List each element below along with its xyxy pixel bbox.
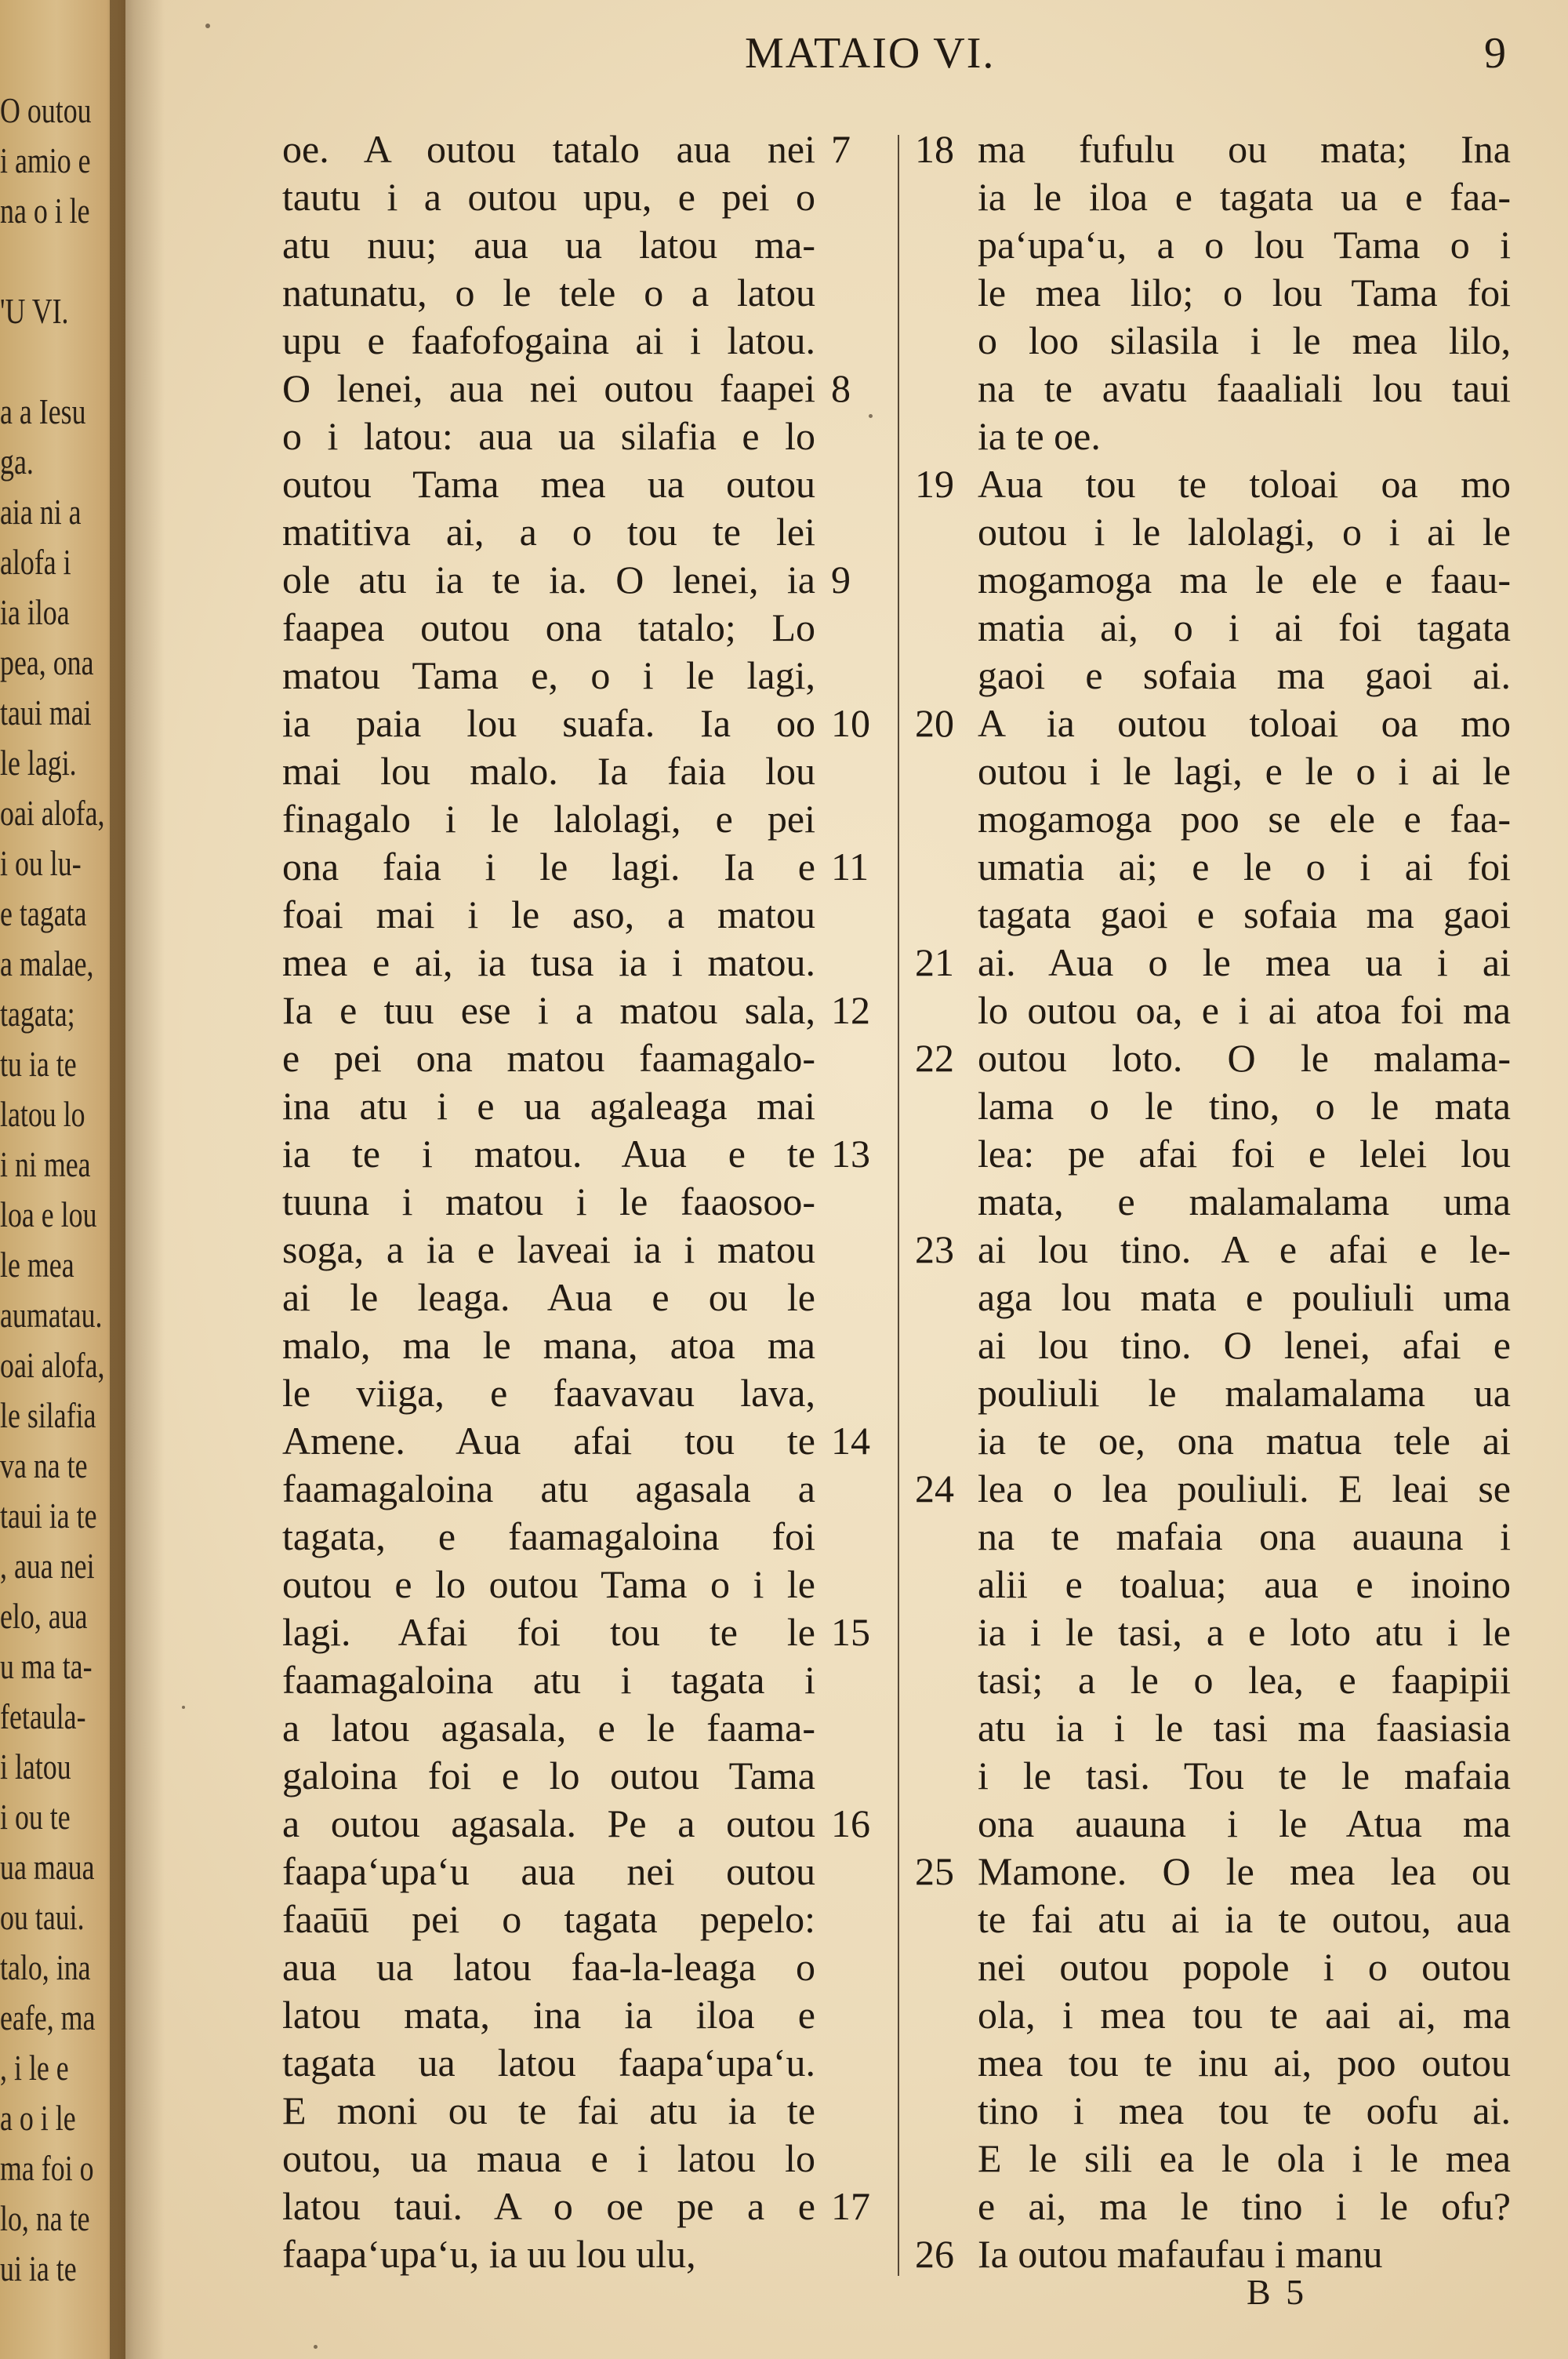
left-column-text-line: ina atu i e ua agaleaga mai bbox=[282, 1084, 815, 1128]
left-column-text-line: soga, a ia e laveai ia i matou bbox=[282, 1227, 815, 1271]
left-column-text-line: upu e faafofogaina ai i latou. bbox=[282, 318, 815, 362]
right-column-text-line: alii e toalua; aua e inoino bbox=[978, 1562, 1511, 1606]
right-column-text-line: ai. Aua o le mea ua i ai bbox=[978, 940, 1511, 984]
facing-page-fragment: le lagi. bbox=[0, 743, 77, 783]
left-column-text-line: outou Tama mea ua outou bbox=[282, 462, 815, 506]
right-column-text-line: outou i le lagi, e le o i ai le bbox=[978, 749, 1511, 793]
facing-page-fragment: e tagata bbox=[0, 893, 87, 933]
facing-page-fragment: i ni mea bbox=[0, 1144, 91, 1184]
right-column-text-line: aga lou mata e pouliuli uma bbox=[978, 1275, 1511, 1319]
left-column-text-line: tagata ua latou faapa‘upa‘u. bbox=[282, 2041, 815, 2085]
facing-page-fragment: i ou te bbox=[0, 1797, 71, 1837]
facing-page-fragment: i ou lu- bbox=[0, 843, 82, 883]
facing-page-fragment: u ma ta- bbox=[0, 1646, 93, 1686]
left-column-text-line: Amene. Aua afai tou te bbox=[282, 1419, 815, 1463]
column-divider bbox=[898, 135, 899, 2276]
right-column-text-line: pa‘upa‘u, a o lou Tama o i bbox=[978, 223, 1511, 267]
facing-page-fragment: O outou bbox=[0, 90, 92, 130]
facing-page-fragment bbox=[0, 337, 98, 385]
right-column-text-line: E le sili ea le ola i le mea bbox=[978, 2136, 1511, 2180]
right-column-text-line: ia i le tasi, a e loto atu i le bbox=[978, 1610, 1511, 1654]
left-column-text-line: faamagaloina atu agasala a bbox=[282, 1467, 815, 1510]
right-column-text-line: pouliuli le malamalama ua bbox=[978, 1371, 1511, 1415]
right-column-text-line: ai lou tino. A e afai e le- bbox=[978, 1227, 1511, 1271]
left-column-text-line: le viiga, e faavavau lava, bbox=[282, 1371, 815, 1415]
right-column-text-line: tagata gaoi e sofaia ma gaoi bbox=[978, 892, 1511, 936]
verse-number: 16 bbox=[831, 1801, 870, 1845]
right-column-text-line: matia ai, o i ai foi tagata bbox=[978, 605, 1511, 649]
facing-page-fragment: 'U VI. bbox=[0, 291, 69, 331]
facing-page-fragment: talo, ina bbox=[0, 1947, 91, 1987]
right-column-text-line: mogamoga poo se ele e faa- bbox=[978, 797, 1511, 841]
right-column-text-line: A ia outou toloai oa mo bbox=[978, 701, 1511, 745]
right-column-text-line: Aua tou te toloai oa mo bbox=[978, 462, 1511, 506]
facing-page-fragment: i amio e bbox=[0, 140, 91, 180]
right-column-text-line: mata, e malamalama uma bbox=[978, 1180, 1511, 1223]
facing-page-fragment: a malae, bbox=[0, 943, 94, 983]
left-column-text-line: Ia e tuu ese i a matou sala, bbox=[282, 988, 815, 1032]
facing-page-fragment: ma foi o bbox=[0, 2148, 94, 2188]
facing-page-fragment: loa e lou bbox=[0, 1194, 97, 1234]
verse-number: 7 bbox=[831, 127, 851, 171]
right-column-text-line: mogamoga ma le ele e faau- bbox=[978, 558, 1511, 602]
left-column-text-line: tuuna i matou i le faaosoo- bbox=[282, 1180, 815, 1223]
facing-page-fragment: taui ia te bbox=[0, 1496, 97, 1536]
verse-number: 18 bbox=[915, 127, 954, 171]
facing-page-fragment: , i le e bbox=[0, 2048, 69, 2088]
facing-page-sliver bbox=[0, 0, 125, 2359]
right-column-text-line: outou i le lalolagi, o i ai le bbox=[978, 510, 1511, 554]
running-header-title: MATAIO VI. bbox=[745, 29, 996, 78]
facing-page-fragment: le silafia bbox=[0, 1395, 96, 1435]
paper-speck bbox=[182, 1706, 185, 1709]
right-column-text-line: tasi; a le o lea, e faapipii bbox=[978, 1658, 1511, 1702]
left-column-text-line: faapea outou ona tatalo; Lo bbox=[282, 605, 815, 649]
right-column-text-line: le mea lilo; o lou Tama foi bbox=[978, 271, 1511, 314]
verse-number: 9 bbox=[831, 558, 851, 602]
facing-page-fragment: elo, aua bbox=[0, 1596, 88, 1636]
right-column-text-line: ola, i mea tou te aai ai, ma bbox=[978, 1993, 1511, 2037]
verse-number: 11 bbox=[831, 845, 869, 889]
left-column-text-line: aua ua latou faa-la-leaga o bbox=[282, 1945, 815, 1989]
left-column-text-line: malo, ma le mana, atoa ma bbox=[282, 1323, 815, 1367]
facing-page-fragment: ga. bbox=[0, 442, 34, 482]
right-column-text-line: ona auauna i le Atua ma bbox=[978, 1801, 1511, 1845]
left-column-text-line: matitiva ai, a o tou te lei bbox=[282, 510, 815, 554]
right-column-text-line: ia le iloa e tagata ua e faa- bbox=[978, 175, 1511, 219]
verse-number: 12 bbox=[831, 988, 870, 1032]
right-column-text-line: lama o le tino, o le mata bbox=[978, 1084, 1511, 1128]
right-column-text-line: nei outou popole i o outou bbox=[978, 1945, 1511, 1989]
left-column-text-line: matou Tama e, o i le lagi, bbox=[282, 653, 815, 697]
verse-number: 17 bbox=[831, 2184, 870, 2228]
right-column-text-line: outou loto. O le malama- bbox=[978, 1036, 1511, 1080]
facing-page-fragment: , aua nei bbox=[0, 1546, 95, 1586]
facing-page-fragment: a o i le bbox=[0, 2098, 76, 2138]
left-column-text-line: lagi. Afai foi tou te le bbox=[282, 1610, 815, 1654]
right-column-text-line: ia te oe, ona matua tele ai bbox=[978, 1419, 1511, 1463]
left-column-text-line: faaūū pei o tagata pepelo: bbox=[282, 1897, 815, 1941]
right-column-text-line: i le tasi. Tou te le mafaia bbox=[978, 1754, 1511, 1797]
facing-page-fragment: oai alofa, bbox=[0, 1345, 105, 1385]
left-column-text-line: mai lou malo. Ia faia lou bbox=[282, 749, 815, 793]
verse-number: 21 bbox=[915, 940, 954, 984]
right-column-text-line: na te mafaia ona auauna i bbox=[978, 1514, 1511, 1558]
left-column-text-line: a latou agasala, e le faama- bbox=[282, 1706, 815, 1750]
verse-number: 22 bbox=[915, 1036, 954, 1080]
right-column-text-line: ia te oe. bbox=[978, 414, 1101, 458]
facing-page-fragment: latou lo bbox=[0, 1094, 85, 1134]
right-text-column bbox=[978, 125, 1511, 2278]
left-column-text-line: e pei ona matou faamagalo- bbox=[282, 1036, 815, 1080]
left-column-text-line: foai mai i le aso, a matou bbox=[282, 892, 815, 936]
facing-page-fragment: ia iloa bbox=[0, 592, 70, 632]
left-column-text-line: ai le leaga. Aua e ou le bbox=[282, 1275, 815, 1319]
facing-page-fragment: taui mai bbox=[0, 692, 92, 732]
verse-number: 26 bbox=[915, 2232, 954, 2276]
right-column-text-line: lea o lea pouliuli. E leai se bbox=[978, 1467, 1511, 1510]
left-column-text-line: a outou agasala. Pe a outou bbox=[282, 1801, 815, 1845]
right-column-text-line: lo outou oa, e i ai atoa foi ma bbox=[978, 988, 1511, 1032]
facing-page-fragment: le mea bbox=[0, 1245, 74, 1285]
left-column-text-line: outou e lo outou Tama o i le bbox=[282, 1562, 815, 1606]
verse-number: 25 bbox=[915, 1849, 954, 1893]
paper-speck bbox=[869, 414, 873, 418]
gutter-shadow bbox=[110, 0, 165, 2359]
right-column-text-line: gaoi e sofaia ma gaoi ai. bbox=[978, 653, 1511, 697]
paper-speck bbox=[205, 24, 210, 28]
facing-page-fragment: aia ni a bbox=[0, 492, 82, 532]
verse-number: 13 bbox=[831, 1132, 870, 1176]
right-column-text-line: atu ia i le tasi ma faasiasia bbox=[978, 1706, 1511, 1750]
facing-page-fragment: a a Iesu bbox=[0, 391, 86, 431]
left-column-text-line: natunatu, o le tele o a latou bbox=[282, 271, 815, 314]
facing-page-fragment: oai alofa, bbox=[0, 793, 105, 833]
verse-number: 20 bbox=[915, 701, 954, 745]
verse-number: 19 bbox=[915, 462, 954, 506]
left-column-text-line: ona faia i le lagi. Ia e bbox=[282, 845, 815, 889]
verse-number: 14 bbox=[831, 1419, 870, 1463]
left-column-text-line: faapa‘upa‘u aua nei outou bbox=[282, 1849, 815, 1893]
facing-page-fragment: ou taui. bbox=[0, 1897, 85, 1937]
facing-page-fragment: aumatau. bbox=[0, 1295, 103, 1335]
verse-number: 8 bbox=[831, 366, 851, 410]
verse-number: 15 bbox=[831, 1610, 870, 1654]
facing-page-fragment: tu ia te bbox=[0, 1044, 77, 1084]
right-column-text-line: mea tou te inu ai, poo outou bbox=[978, 2041, 1511, 2085]
left-column-text-line: mea e ai, ia tusa ia i matou. bbox=[282, 940, 815, 984]
facing-page-fragment: alofa i bbox=[0, 542, 71, 582]
left-text-column bbox=[282, 125, 815, 2278]
signature-mark: B 5 bbox=[1247, 2272, 1308, 2312]
left-column-text-line: ole atu ia te ia. O lenei, ia bbox=[282, 558, 815, 602]
verse-number: 24 bbox=[915, 1467, 954, 1510]
left-column-text-line: tagata, e faamagaloina foi bbox=[282, 1514, 815, 1558]
left-column-text-line: o i latou: aua ua silafia e lo bbox=[282, 414, 815, 458]
right-column-text-line: umatia ai; e le o i ai foi bbox=[978, 845, 1511, 889]
left-column-text-line: faapa‘upa‘u, ia uu lou ulu, bbox=[282, 2232, 696, 2276]
facing-page-fragment: tagata; bbox=[0, 994, 75, 1034]
paper-speck bbox=[314, 2345, 318, 2349]
facing-page-fragment: na o i le bbox=[0, 191, 90, 231]
left-column-text-line: latou mata, ina ia iloa e bbox=[282, 1993, 815, 2037]
left-column-text-line: outou, ua maua e i latou lo bbox=[282, 2136, 815, 2180]
facing-page-fragment: ua maua bbox=[0, 1847, 95, 1887]
facing-page-fragment: lo, na te bbox=[0, 2198, 90, 2238]
left-column-text-line: ia te i matou. Aua e te bbox=[282, 1132, 815, 1176]
right-column-text-line: tino i mea tou te oofu ai. bbox=[978, 2088, 1511, 2132]
facing-page-fragment: eafe, ma bbox=[0, 1997, 96, 2037]
facing-page-fragment bbox=[0, 237, 98, 285]
facing-page-fragment: i latou bbox=[0, 1747, 71, 1787]
left-column-text-line: oe. A outou tatalo aua nei bbox=[282, 127, 815, 171]
right-column-text-line: ai lou tino. O lenei, afai e bbox=[978, 1323, 1511, 1367]
facing-page-fragment: va na te bbox=[0, 1445, 88, 1485]
facing-page-fragment: fetaula- bbox=[0, 1696, 86, 1736]
left-column-text-line: galoina foi e lo outou Tama bbox=[282, 1754, 815, 1797]
right-column-text-line: o loo silasila i le mea lilo, bbox=[978, 318, 1511, 362]
left-column-text-line: E moni ou te fai atu ia te bbox=[282, 2088, 815, 2132]
left-column-text-line: faamagaloina atu i tagata i bbox=[282, 1658, 815, 1702]
verse-number: 23 bbox=[915, 1227, 954, 1271]
left-column-text-line: ia paia lou suafa. Ia oo bbox=[282, 701, 815, 745]
left-column-text-line: tautu i a outou upu, e pei o bbox=[282, 175, 815, 219]
left-column-text-line: O lenei, aua nei outou faapei bbox=[282, 366, 815, 410]
right-column-text-line: te fai atu ai ia te outou, aua bbox=[978, 1897, 1511, 1941]
right-column-text-line: Mamone. O le mea lea ou bbox=[978, 1849, 1511, 1893]
right-column-text-line: na te avatu faaaliali lou taui bbox=[978, 366, 1511, 410]
right-column-text-line: e ai, ma le tino i le ofu? bbox=[978, 2184, 1511, 2228]
page-number: 9 bbox=[1484, 29, 1506, 78]
left-column-text-line: latou taui. A o oe pe a e bbox=[282, 2184, 815, 2228]
verse-number: 10 bbox=[831, 701, 870, 745]
right-column-text-line: lea: pe afai foi e lelei lou bbox=[978, 1132, 1511, 1176]
right-column-text-line: ma fufulu ou mata; Ina bbox=[978, 127, 1511, 171]
right-column-text-line: Ia outou mafaufau i manu bbox=[978, 2232, 1383, 2276]
facing-page-fragment: ui ia te bbox=[0, 2248, 77, 2288]
left-column-text-line: finagalo i le lalolagi, e pei bbox=[282, 797, 815, 841]
facing-page-fragment: pea, ona bbox=[0, 642, 94, 682]
left-column-text-line: atu nuu; aua ua latou ma- bbox=[282, 223, 815, 267]
